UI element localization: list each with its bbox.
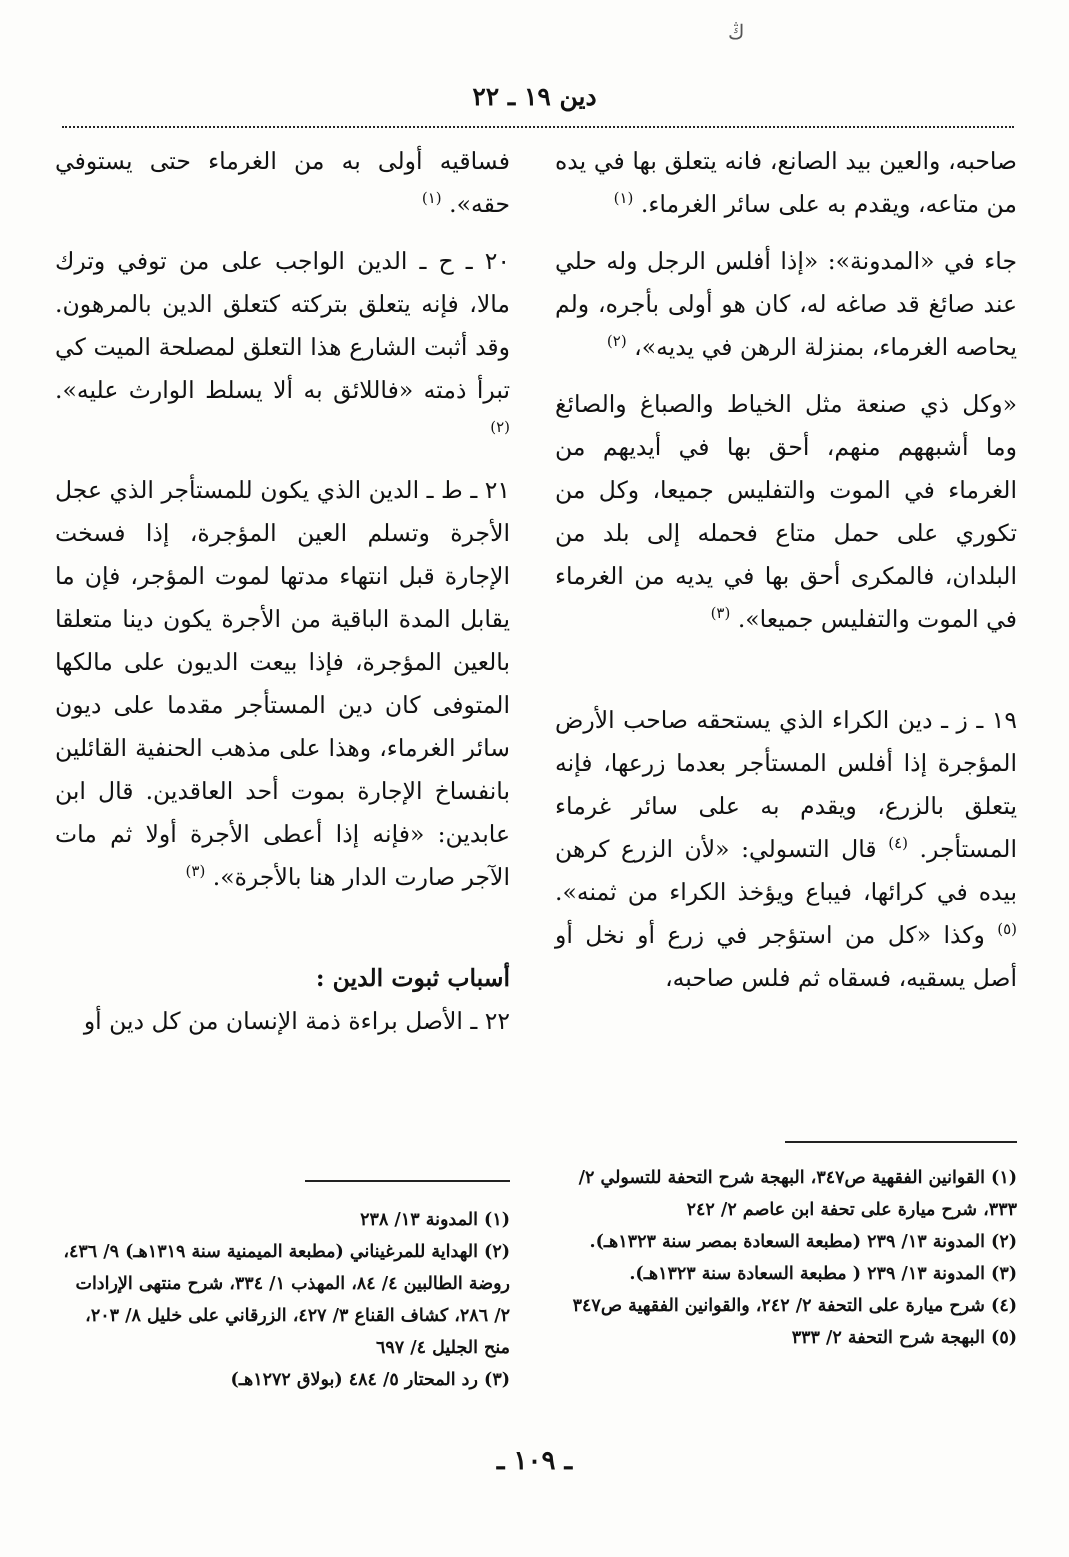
paragraph-text: ٢١ ـ ط ـ الدين الذي يكون للمستأجر الذي عجل الأجرة وتسلم العين المؤجرة، إذا فسخت الإجارة قبل انتهاء مدتها لموت المؤجر، فإن ما يقابل المدة الباقية من الأجرة يكون دينا متعلقا بالعين المؤجرة، فإذا بيعت الديون على مالكها المتوفى كان دين المستأجر مقدما على ديون سائر الغرماء، وهذا على مذهب الحنفية القائلين بانفساخ الإجارة بموت أحد العاقدين. قال ابن عابدين: «فإنه إذا أعطى الأجرة أولا ثم مات الآجر صارت الدار هنا بالأجرة». — [55, 476, 510, 891]
paragraph — [55, 240, 510, 455]
header-dotted-rule — [62, 126, 1014, 128]
footnote: (٤) شرح ميارة على التحفة ٢/ ٢٤٢، والقوانين الفقهية ص٣٤٧ — [572, 1296, 1017, 1316]
section-title: أسباب ثبوت الدين : — [315, 964, 510, 992]
footnote: (١) المدونة ١٣/ ٢٣٨ — [360, 1210, 510, 1230]
paragraph-text: وكذا «كل من استؤجر في زرع أو نخل أو أصل يسقيه، فسقاه ثم فلس صاحبه، — [555, 921, 1017, 992]
footnote-ref: (١) — [613, 189, 634, 208]
paragraph — [55, 1000, 510, 1043]
footnote: (٣) المدونة ١٣/ ٢٣٩ ( مطبعة السعادة سنة ١٣٢٣هـ). — [629, 1264, 1017, 1284]
paragraph-text: ٢٠ ـ ح ـ الدين الواجب على من توفي وترك مالا، فإنه يتعلق بتركته كتعلق الدين بالمرهون. وقد أثبت الشارع هذا التعلق لمصلحة الميت كي تبرأ ذمته «فاللائق به ألا يسلط الوارث عليه». — [55, 247, 510, 404]
footnote: (٢) المدونة ١٣/ ٢٣٩ (مطبعة السعادة بمصر سنة ١٣٢٣هـ). — [589, 1232, 1017, 1252]
footnote-rule — [305, 1180, 510, 1182]
footnote-ref: (٢) — [606, 332, 627, 351]
paragraph — [555, 383, 1017, 641]
paragraph-text: جاء في «المدونة»: «إذا أفلس الرجل وله حلي عند صائغ قد صاغه له، كان هو أولى بأجره، ولم يحاصه الغرماء، بمنزلة الرهن في يديه»، — [555, 247, 1017, 361]
paragraph-text: صاحبه، والعين بيد الصانع، فانه يتعلق بها في يده من متاعه، ويقدم به على سائر الغرماء. — [555, 147, 1017, 218]
footnote-ref: (٢) — [490, 418, 510, 437]
paragraph — [55, 469, 510, 899]
right-column — [555, 140, 1017, 1000]
corner-mark: ﯓ — [728, 20, 745, 44]
footnotes-left — [60, 1204, 510, 1396]
paragraph — [555, 140, 1017, 226]
paragraph-text: فساقيه أولى به من الغرماء حتى يستوفي حقه». — [55, 147, 510, 218]
page-number: ـ ١٠٩ ـ — [496, 1446, 573, 1476]
footnote: (٢) الهداية للمرغيناني (مطبعة الميمنية سنة ١٣١٩هـ) ٩/ ٤٣٦، روضة الطالبين ٤/ ٨٤، المهذب ١/ ٣٣٤، شرح منتهى الإرادات ٢/ ٢٨٦، كشاف القناع ٣/ ٤٢٧، الزرقاني على خليل ٨/ ٢٠٣، منح الجليل ٤/ ٦٩٧ — [63, 1242, 510, 1358]
footnote-ref: (٤) — [888, 834, 908, 853]
paragraph — [55, 140, 510, 226]
footnote-ref: (٣) — [185, 862, 206, 881]
footnote-ref: (٣) — [710, 604, 731, 623]
footnote: (١) القوانين الفقهية ص٣٤٧، البهجة شرح التحفة للتسولي ٢/ ٣٣٣، شرح ميارة على تحفة ابن عاصم ٢/ ٢٤٢ — [578, 1168, 1017, 1220]
paragraph-text: قال التسولي: «لأن الزرع كرهن بيده في كرائها، فيباع ويؤخذ الكراء من ثمنه». — [555, 835, 1017, 906]
footnote: (٣) رد المحتار ٥/ ٤٨٤ (بولاق ١٢٧٢هـ) — [230, 1370, 510, 1390]
footnote-ref: (٥) — [997, 920, 1017, 939]
paragraph — [555, 240, 1017, 369]
footnote-ref: (١) — [421, 189, 442, 208]
paragraph-text: ٢٢ ـ الأصل براءة ذمة الإنسان من كل دين أو — [83, 1007, 510, 1035]
running-head: دين ١٩ ـ ٢٢ — [472, 82, 597, 111]
left-column — [55, 140, 510, 1043]
paragraph — [555, 699, 1017, 1000]
footnotes-right — [560, 1162, 1017, 1354]
paragraph-text: «وكل ذي صنعة مثل الخياط والصباغ والصائغ وما أشبههم منهم، أحق بها في أيديهم من الغرماء في الموت والتفليس جميعا، وكل من تكوري على حمل متاع فحمله إلى بلد من البلدان، فالمكرى أحق بها في يديه من الغرماء في الموت والتفليس جميعا». — [555, 390, 1017, 633]
footnote: (٥) البهجة شرح التحفة ٢/ ٣٣٣ — [791, 1328, 1017, 1348]
footnote-rule — [785, 1141, 1017, 1143]
paragraph-text: ١٩ ـ ز ـ دين الكراء الذي يستحقه صاحب الأرض المؤجرة إذا أفلس المستأجر بعدما زرعها، فإنه يتعلق بالزرع، ويقدم به على سائر غرماء المستأجر. — [555, 706, 1017, 863]
